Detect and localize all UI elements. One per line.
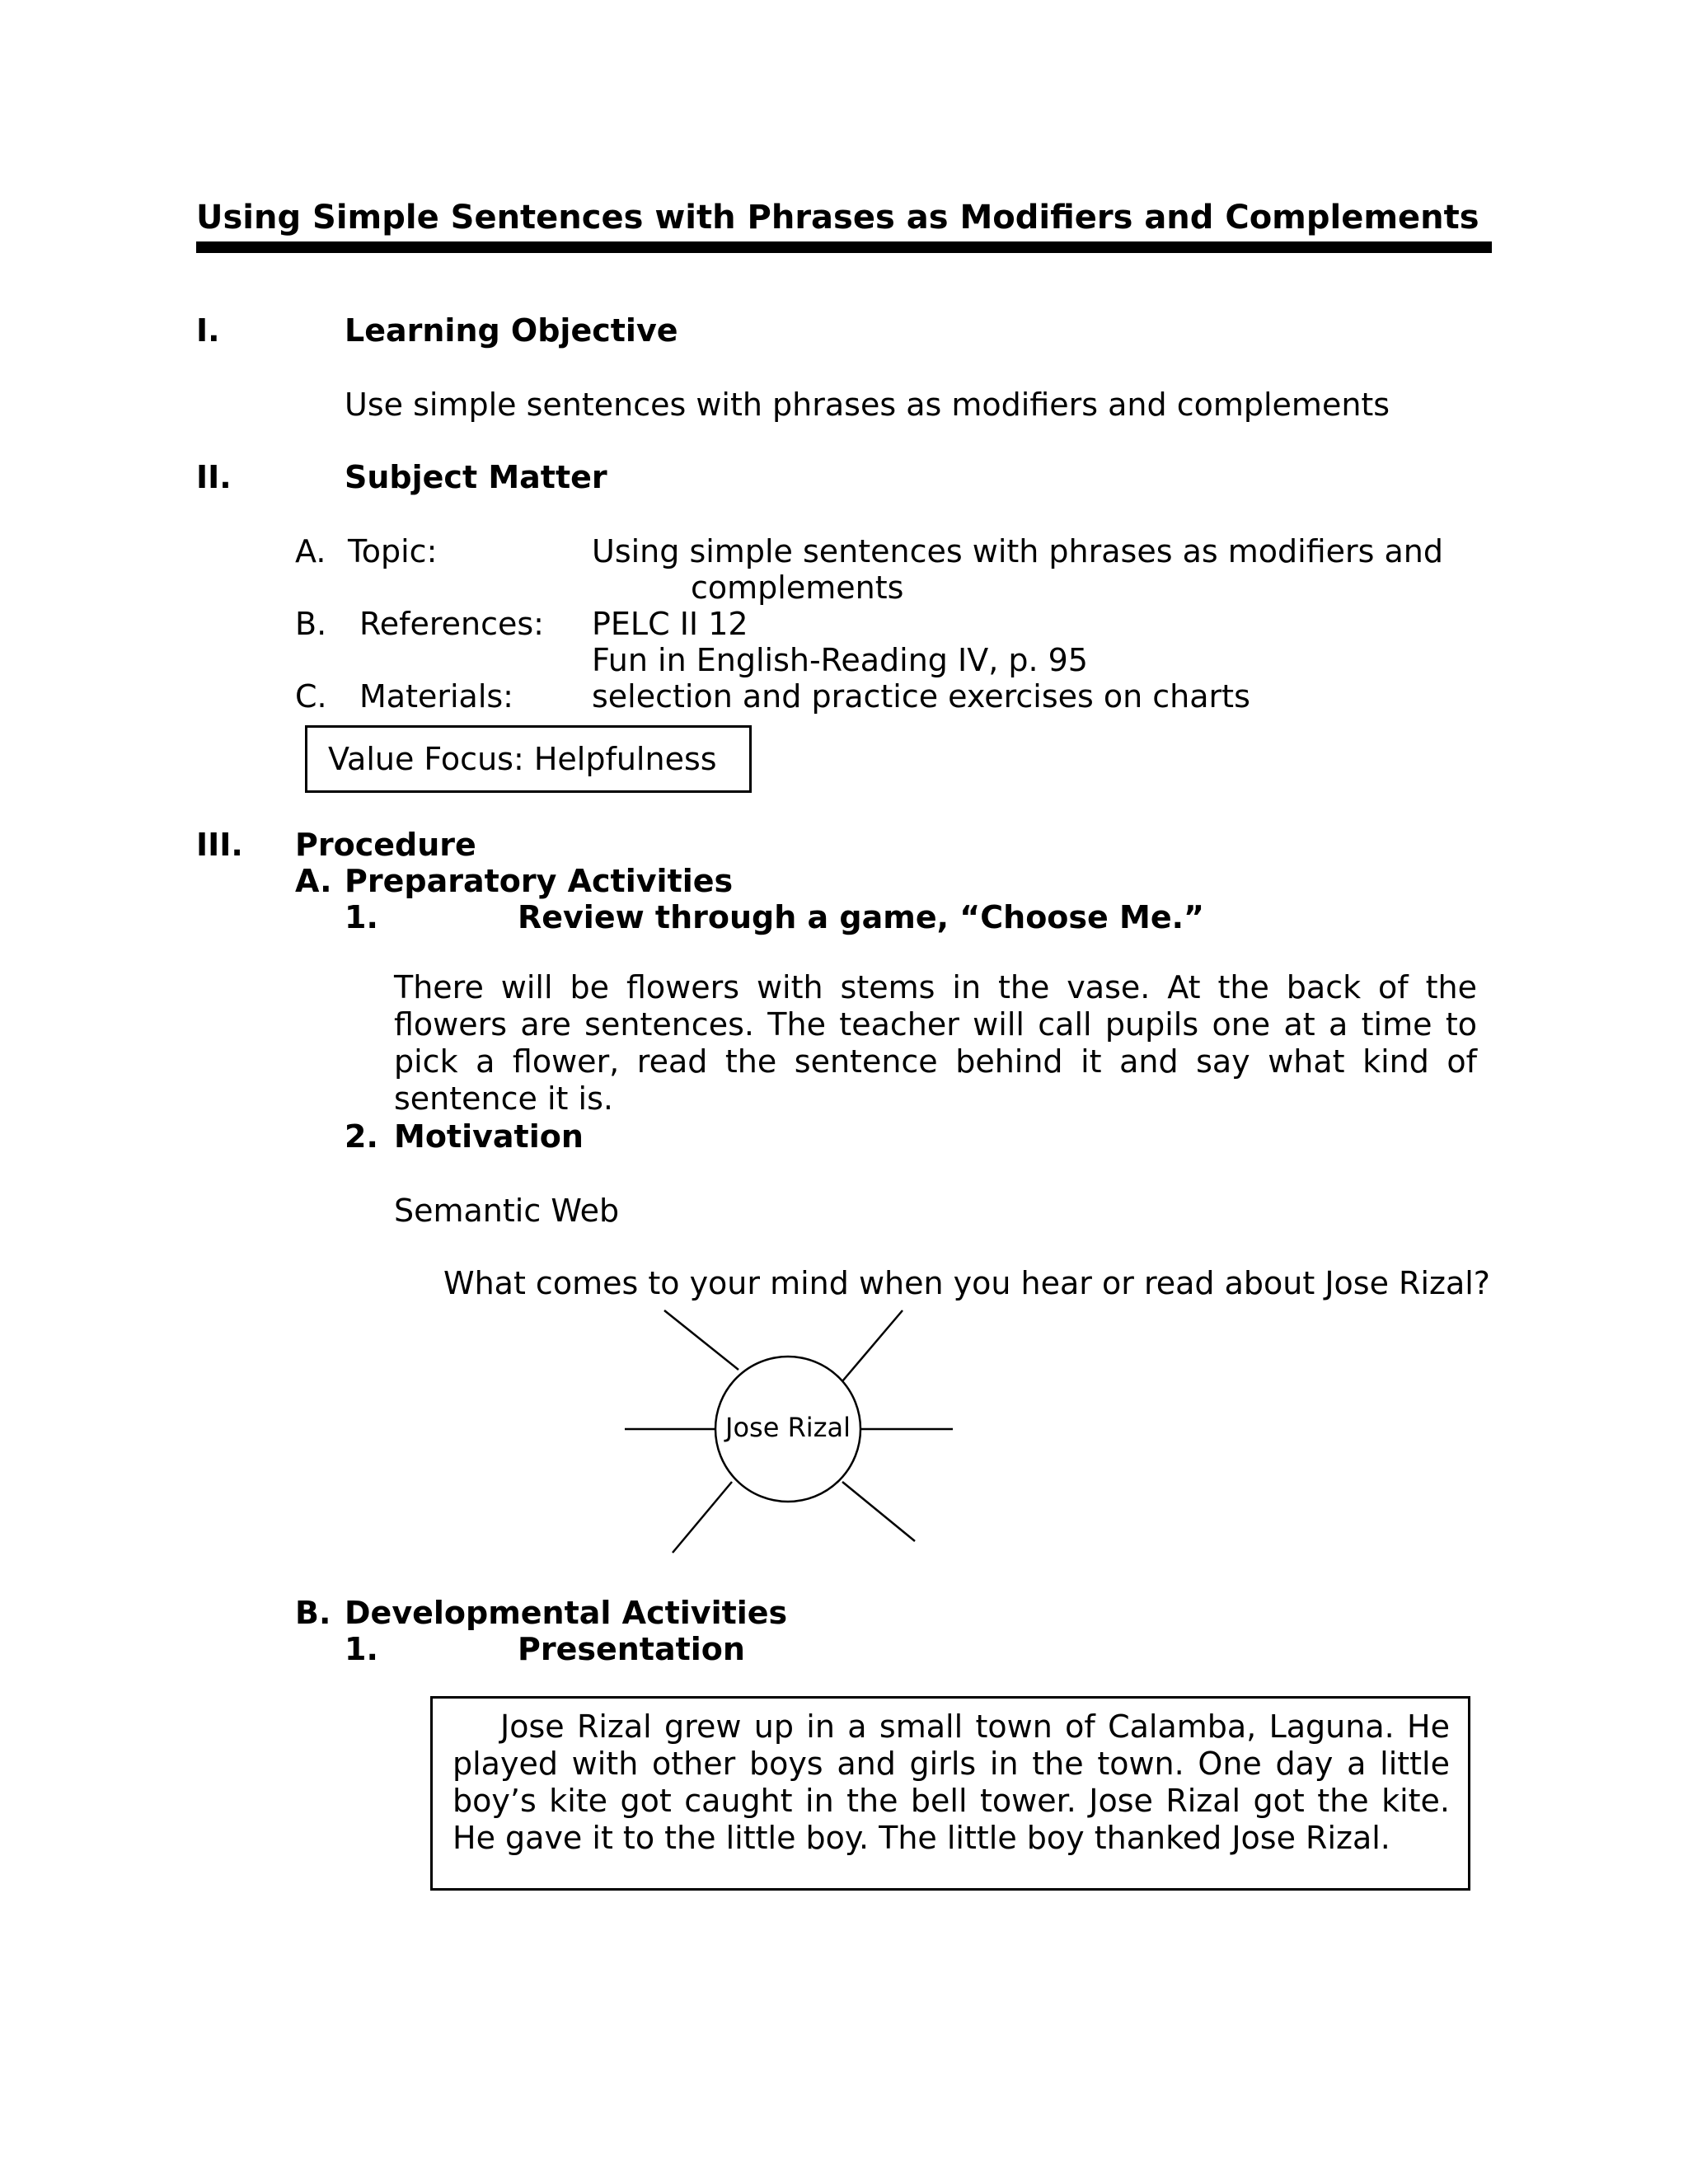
title-underline — [196, 241, 1492, 253]
section-3-heading: Procedure — [295, 827, 476, 863]
topic-value-line2: complements — [691, 569, 904, 606]
review-game-paragraph: There will be flowers with stems in the vase. At the back of the flowers are sentences. The teacher will call pupils one at a time to pick a flower, read the sentence behind it and say what kind of sentence it is. — [394, 969, 1477, 1117]
materials-letter: C. — [295, 678, 327, 715]
prep-activities-heading: Preparatory Activities — [345, 863, 734, 899]
dev-item-1-heading: Presentation — [518, 1631, 745, 1667]
references-label: References: — [359, 606, 544, 642]
section-2-heading: Subject Matter — [345, 459, 607, 495]
prep-item-1-heading: Review through a game, “Choose Me.” — [518, 899, 1205, 935]
section-3-numeral: III. — [196, 827, 243, 863]
topic-value-line1: Using simple sentences with phrases as modifiers and — [592, 533, 1444, 569]
web-spoke-top-left — [664, 1310, 738, 1370]
web-spoke-bottom-right — [842, 1482, 915, 1541]
dev-activities-letter: B. — [295, 1595, 331, 1631]
prep-item-2-number: 2. — [345, 1118, 378, 1155]
semantic-web-label: Semantic Web — [394, 1193, 620, 1229]
dev-item-1-number: 1. — [345, 1631, 378, 1667]
materials-label: Materials: — [359, 678, 513, 715]
web-center-label: Jose Rizal — [725, 1412, 851, 1443]
story-text: Jose Rizal grew up in a small town of Calamba, Laguna. He played with other boys and girls in the town. One day a little boy’s kite got caught in the bell tower. Jose Rizal got the kite. He gave it to the little boy. The little boy thanked Jose Rizal. — [452, 1708, 1450, 1856]
topic-label: Topic: — [348, 533, 438, 569]
section-1-numeral: I. — [196, 312, 220, 349]
references-value-line1: PELC II 12 — [592, 606, 748, 642]
references-value-line2: Fun in English-Reading IV, p. 95 — [592, 642, 1088, 678]
section-2-numeral: II. — [196, 459, 232, 495]
semantic-web-diagram — [610, 1310, 973, 1566]
semantic-web-question: What comes to your mind when you hear or read about Jose Rizal? — [443, 1265, 1490, 1301]
topic-letter: A. — [295, 533, 326, 569]
prep-item-2-heading: Motivation — [394, 1118, 584, 1155]
learning-objective-text: Use simple sentences with phrases as modifiers and complements — [345, 387, 1390, 423]
prep-activities-letter: A. — [295, 863, 332, 899]
materials-value: selection and practice exercises on charts — [592, 678, 1250, 715]
references-letter: B. — [295, 606, 327, 642]
page-title: Using Simple Sentences with Phrases as Modifiers and Complements — [196, 199, 1479, 237]
prep-item-1-number: 1. — [345, 899, 378, 935]
value-focus-text: Value Focus: Helpfulness — [328, 741, 717, 777]
story-box — [430, 1696, 1470, 1891]
section-1-heading: Learning Objective — [345, 312, 678, 349]
value-focus-box — [305, 725, 752, 793]
web-spoke-bottom-left — [673, 1482, 732, 1553]
dev-activities-heading: Developmental Activities — [345, 1595, 788, 1631]
web-spoke-top-right — [842, 1310, 903, 1381]
